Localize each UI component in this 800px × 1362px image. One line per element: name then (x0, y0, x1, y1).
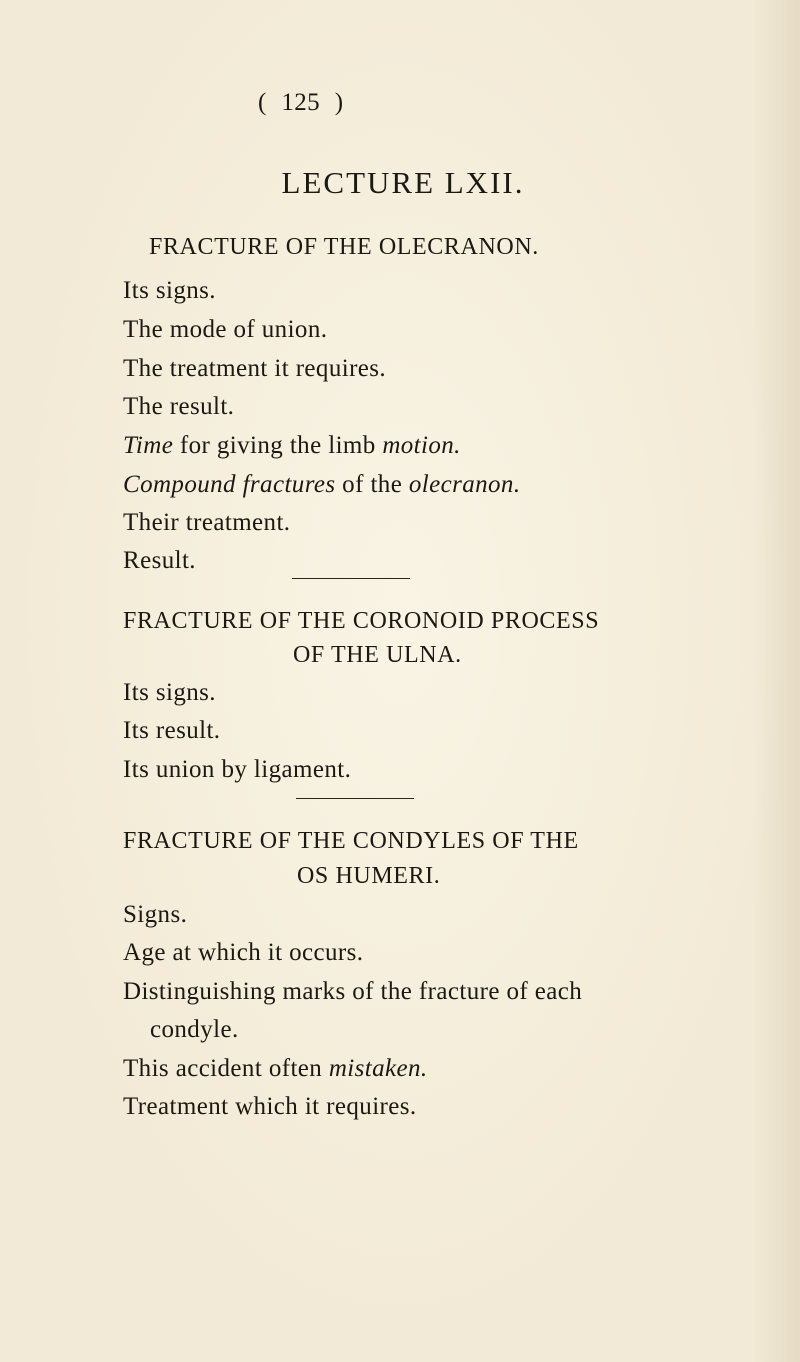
section-title-olecranon: FRACTURE OF THE OLECRANON. (149, 234, 539, 260)
list-item: Its union by ligament. (123, 756, 352, 783)
list-item: Treatment which it requires. (123, 1093, 417, 1120)
section-title-coronoid: FRACTURE OF THE CORONOID PROCESS (123, 608, 600, 634)
plain-text: for giving the limb (173, 432, 383, 459)
list-item: Result. (123, 547, 196, 574)
italic-word: olecranon. (408, 471, 521, 498)
list-item: Its result. (123, 717, 221, 744)
lecture-title: LECTURE LXII. (281, 165, 525, 200)
page-number: ( 125 ) (258, 89, 344, 116)
section-title-condyles-line2: OS HUMERI. (297, 863, 441, 889)
list-item: Its signs. (123, 679, 216, 706)
plain-text: of the (335, 471, 409, 498)
plain-text: This accident often (123, 1055, 329, 1082)
italic-word: mistaken. (328, 1055, 428, 1082)
section-divider (292, 578, 410, 579)
italic-word: motion. (382, 432, 461, 459)
list-item-accident (123, 1054, 428, 1084)
section-title-condyles: FRACTURE OF THE CONDYLES OF THE (123, 828, 579, 854)
section-title-coronoid-line2: OF THE ULNA. (293, 642, 462, 668)
list-item: The treatment it requires. (123, 355, 387, 382)
list-item: Distinguishing marks of the fracture of each (123, 978, 583, 1005)
list-item-continuation: condyle. (150, 1016, 239, 1043)
section-divider (296, 798, 414, 799)
list-item: The result. (123, 393, 235, 420)
italic-word: Time (123, 432, 174, 459)
list-item-time-motion (123, 431, 461, 461)
list-item: Signs. (123, 901, 188, 928)
italic-word: Compound fractures (123, 471, 336, 498)
list-item: The mode of union. (123, 316, 328, 343)
list-item: Its signs. (123, 277, 216, 304)
list-item-compound-fractures (123, 470, 520, 500)
list-item: Age at which it occurs. (123, 939, 364, 966)
list-item: Their treatment. (123, 509, 291, 536)
